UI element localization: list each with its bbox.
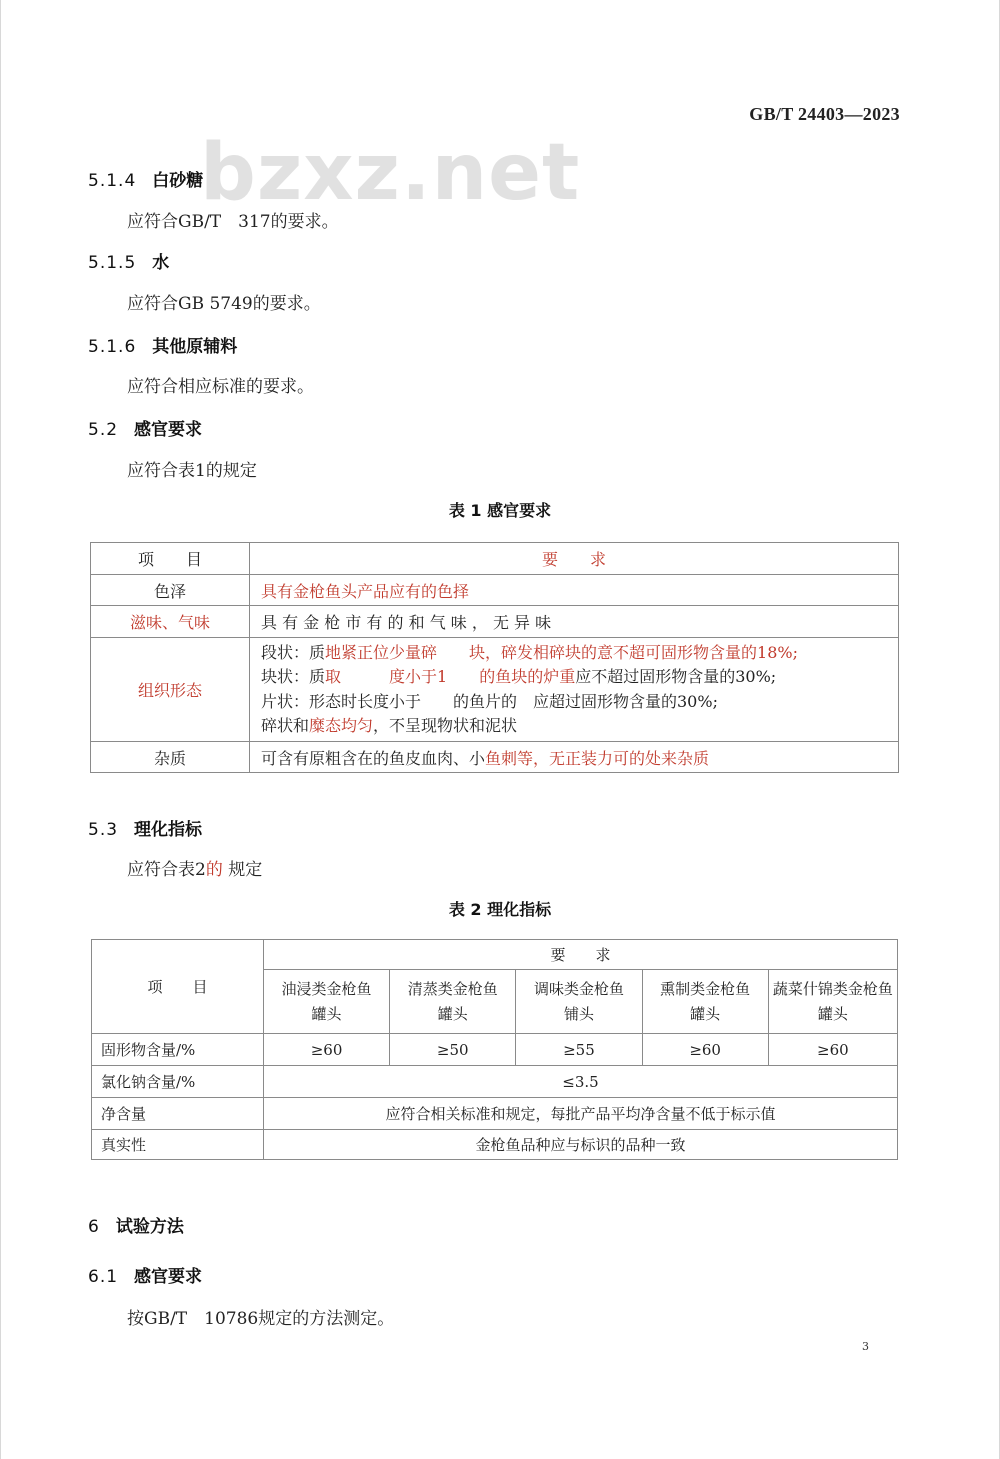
requirement-line — [261, 714, 898, 739]
requirement-text: 碎状和 — [261, 716, 310, 735]
table-row — [92, 1098, 898, 1130]
item-cell: 净含量 — [92, 1098, 264, 1130]
body-text: 规定 — [222, 860, 263, 880]
requirement-line — [261, 641, 898, 666]
column-header-line: 铺头 — [563, 1004, 594, 1023]
column-header-line: 罐头 — [690, 1004, 721, 1023]
item-cell: 滋味、气味 — [91, 606, 250, 638]
requirement-cell: 具 有 金 枪 市 有 的 和 气 味 ， 无 异 味 — [250, 606, 899, 638]
section-number: 5.1.4 — [88, 171, 137, 191]
requirement-text: 可含有原粗含在的鱼皮血肉、小 — [261, 748, 486, 768]
physicochemical-indicators-table — [91, 939, 898, 1160]
section-heading-6-1 — [88, 1262, 202, 1287]
value-cell: 金枪鱼品种应与标识的品种一致 — [263, 1130, 897, 1160]
requirement-cell — [250, 638, 899, 742]
requirement-text-red: 鱼刺等，无正装力可的处来杂质 — [485, 748, 710, 768]
sensory-requirements-table — [90, 542, 899, 773]
requirement-cell: 具有金枪鱼头产品应有的色择 — [250, 575, 899, 606]
section-number: 5.3 — [88, 820, 119, 840]
item-cell: 氯化钠含量/% — [92, 1066, 264, 1098]
column-header-line: 罐头 — [437, 1004, 468, 1023]
section-number: 5.1.5 — [88, 253, 137, 273]
item-cell: 固形物含量/% — [92, 1034, 264, 1066]
table2-caption: 表 2 理化指标 — [448, 900, 552, 919]
requirement-text-red: 糜态均匀 — [309, 716, 374, 735]
column-header-line: 熏制类金枪鱼 — [660, 979, 751, 998]
table-row — [92, 1130, 898, 1160]
table-row — [92, 1066, 898, 1098]
column-header-line: 清蒸类金枪鱼 — [407, 979, 498, 998]
page-number: 3 — [862, 1340, 869, 1353]
requirement-text: 应不超过固形物含量的30%; — [575, 667, 777, 686]
value-cell: ≥60 — [263, 1034, 389, 1066]
section-heading-5-3 — [88, 815, 202, 840]
table-header-row — [91, 543, 899, 575]
section-title: 试验方法 — [115, 1217, 184, 1237]
header-cell-requirement: 要 求 — [250, 543, 899, 575]
table-row — [91, 606, 899, 638]
column-header-line: 蔬菜什锦类金枪鱼 — [772, 979, 893, 998]
value-cell: ≥50 — [390, 1034, 516, 1066]
section-heading-5-1-6 — [88, 332, 237, 357]
value-cell: ≥60 — [768, 1034, 897, 1066]
value-cell: 应符合相关标准和规定，每批产品平均净含量不低于标示值 — [263, 1098, 897, 1130]
section-title: 白砂糖 — [152, 171, 204, 191]
item-cell: 组织形态 — [91, 638, 250, 742]
section-number: 5.2 — [88, 420, 119, 440]
requirement-cell — [250, 742, 899, 773]
column-header-line: 罐头 — [311, 1004, 342, 1023]
table-row — [92, 1034, 898, 1066]
column-header-line: 调味类金枪鱼 — [533, 979, 624, 998]
watermark: bzxz.net — [200, 128, 581, 218]
section-number: 6 — [88, 1217, 100, 1237]
requirement-text-red: 取 度小于1 的鱼块的炉重 — [325, 667, 576, 686]
column-header — [390, 970, 516, 1034]
section-title: 感官要求 — [134, 420, 203, 440]
section-body: 应符合GB 5749的要求。 — [127, 294, 321, 314]
column-header-line: 油浸类金枪鱼 — [281, 979, 372, 998]
column-header — [263, 970, 389, 1034]
section-body: 应符合表1的规定 — [127, 461, 257, 481]
section-heading-5-1-5 — [88, 248, 169, 273]
section-body: 应符合GB/T 317的要求。 — [127, 212, 339, 232]
item-cell: 色泽 — [91, 575, 250, 606]
item-cell: 杂质 — [91, 742, 250, 773]
table-header-row — [92, 940, 898, 970]
column-header — [642, 970, 768, 1034]
requirement-line — [261, 690, 898, 715]
section-number: 6.1 — [88, 1267, 119, 1287]
column-header — [768, 970, 897, 1034]
section-heading-5-1-4 — [88, 166, 203, 191]
table-row — [91, 742, 899, 773]
header-cell-requirement: 要 求 — [263, 940, 897, 970]
header-cell-item: 项 目 — [92, 940, 264, 1034]
requirement-text: 片状：形态时长度小于 的鱼片的 应超过固形物含量的30%; — [261, 691, 718, 711]
section-heading-6 — [88, 1212, 184, 1237]
header-cell-item: 项 目 — [91, 543, 250, 575]
column-header — [516, 970, 642, 1034]
requirement-text-red: 地紧正位少量碎 块，碎发相碎块的意不超可固形物含量的18%; — [325, 642, 798, 662]
requirement-text: 段状：质 — [261, 642, 326, 662]
value-cell: ≤3.5 — [263, 1066, 897, 1098]
section-body: 应符合相应标准的要求。 — [127, 377, 314, 397]
table-row — [91, 638, 899, 742]
table-row — [91, 575, 899, 606]
item-cell: 真实性 — [92, 1130, 264, 1160]
value-cell: ≥60 — [642, 1034, 768, 1066]
requirement-line — [261, 665, 898, 690]
section-number: 5.1.6 — [88, 337, 137, 357]
document-number: GB/T 24403—2023 — [749, 104, 900, 124]
section-title: 水 — [152, 253, 170, 273]
body-text-red: 的 — [205, 860, 223, 880]
column-header-line: 罐头 — [817, 1004, 848, 1023]
value-cell: ≥55 — [516, 1034, 642, 1066]
requirement-text: ，不呈现物状和泥状 — [373, 716, 518, 735]
section-title: 理化指标 — [134, 820, 203, 840]
section-title: 其他原辅料 — [152, 337, 238, 357]
section-body — [127, 855, 262, 880]
section-title: 感官要求 — [134, 1267, 203, 1287]
body-text: 应符合表2 — [127, 860, 206, 880]
section-body: 按GB/T 10786规定的方法测定。 — [127, 1309, 395, 1329]
requirement-text: 块状：质 — [261, 667, 326, 686]
section-heading-5-2 — [88, 415, 202, 440]
table1-caption: 表 1 感官要求 — [448, 501, 552, 520]
